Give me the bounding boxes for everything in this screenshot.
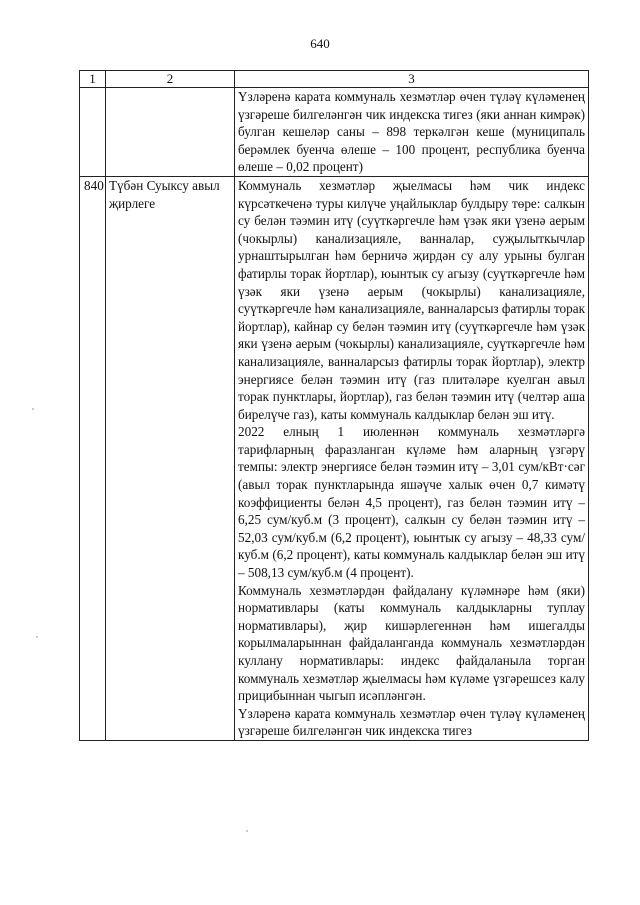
row-continued-name — [106, 88, 235, 177]
row-840-paragraph-4: Үзләренә карата коммуналь хезмәтләр өчен түләү күләменең үзгәреше билгеләнгән чик индекска тигез — [238, 705, 585, 739]
scan-speck — [246, 830, 248, 832]
row-840-text-cell — [235, 176, 589, 740]
header-col-2: 2 — [106, 71, 235, 88]
page-number: 640 — [310, 36, 330, 51]
row-continued-text-cell — [235, 88, 589, 177]
row-840-num: 840 — [80, 176, 106, 740]
row-840-paragraph-3: Коммуналь хезмәтләрдән файдалану күләмнәре һәм (яки) нормативлары (каты коммуналь калдыкларны туплау нормативлары), җир кишәрлегеннән һәм ишегалды корылмаларыннан файдаланганда коммуналь хезмәтләрдән куллану нормативлары: индекс файдаланыла торган коммуналь хезмәтләр җыелмасы һәм күләме үзгәрешсез калу прицибыннан чыгып исәпләнгән. — [238, 582, 585, 704]
header-col-3: 3 — [235, 71, 589, 88]
table-header-row — [80, 71, 589, 88]
table-row-840 — [80, 176, 589, 740]
scan-speck — [32, 408, 34, 410]
header-col-1: 1 — [80, 71, 106, 88]
table-row-continued — [80, 88, 589, 177]
tariff-table — [79, 70, 589, 741]
scan-speck — [36, 636, 38, 638]
row-continued-paragraph: Үзләренә карата коммуналь хезмәтләр өчен түләү күләменең үзгәреше билгеләнгән чик индекска тигез (яки аннан кимрәк) булган кешеләр саны – 898 теркәлгән кеше (муниципаль берәмлек буенча өлеше – 100 процент, республика буенча өлеше – 0,02 процент) — [238, 89, 585, 175]
row-840-paragraph-1: Коммуналь хезмәтләр җыелмасы һәм чик индекс күрсәткеченә туры килүче уңайлыклар булдыру төре: салкын су белән тәэмин итү (суүткәргечле һәм үзәк яки үзенә аерым (чокырлы) канализацияле, ванналар, суҗылыткычлар урнаштырылган һәм берничә җирдән су алу урыны булган фатирлы торак йортлар), юынтык су агызу (суүткәргечле һәм үзәк яки үзенә аерым (чокырлы) канализацияле, суүткәргечле һәм канализацияле, ванналарсыз фатирлы торак йортлар), кайнар су белән тәэмин итү (суүткәргечле һәм үзәк яки үзенә аерым (чокырлы) канализацияле, суүткәргечле һәм канализацияле, ванналарсыз фатирлы торак йортлар), электр энергиясе белән тәэмин итү (газ плитәләре куелган авыл торак пунктлары, йортлар), газ белән тәэмин итү (челтәр аша бирелүче газ), каты коммуналь калдыклар белән эш итү. — [238, 177, 586, 422]
row-continued-num — [80, 88, 106, 177]
row-840-paragraph-2: 2022 елның 1 июленнән коммуналь хезмәтләргә тарифларның фаразланган күләме һәм аларның үзгәрү темпы: электр энергиясе белән тәэмин итү – 3,01 сум/кВт·сәг (авыл торак пунктларында яшәүче халык өчен 0,7 кимәтү коэффициенты белән 4,5 процент), газ белән тәэмин итү – 6,25 сум/куб.м (3 процент), салкын су белән тәэмин итү – 52,03 сум/куб.м (6,2 процент), юынтык су агызу – 48,33 сум/куб.м (6,2 процент), каты коммуналь калдыклар белән эш итү – 508,13 сум/куб.м (4 процент). — [238, 424, 585, 581]
row-840-name: Түбән Суыксу авыл җирлеге — [106, 176, 235, 740]
